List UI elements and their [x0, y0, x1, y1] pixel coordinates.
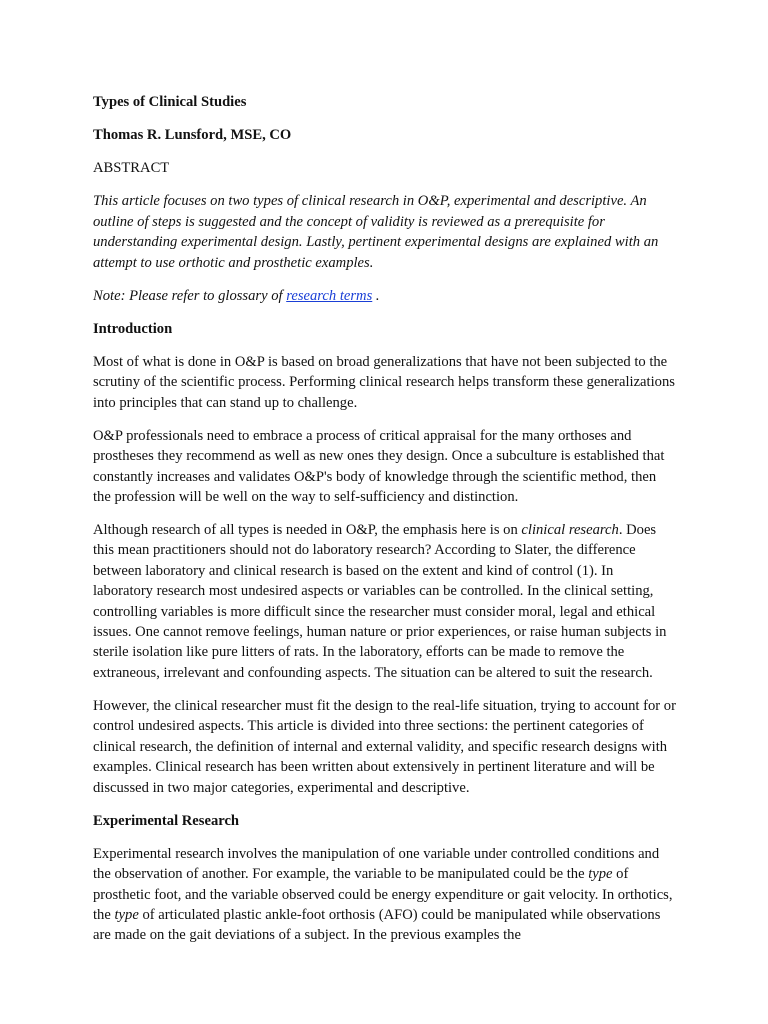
exp-p1-text-b: of prosthetic foot, and the variable observed could be energy expenditure or gait velocity. In orthotics, the: [93, 866, 673, 923]
intro-paragraph-1: Most of what is done in O&P is based on broad generalizations that have not been subjected to the scrutiny of the scientific process. Performing clinical research helps transform these generalizations into principles that can stand up to challenge.: [93, 353, 675, 411]
intro-paragraph-3: [93, 520, 676, 683]
research-terms-link[interactable]: research terms: [286, 287, 373, 304]
author-line: Thomas R. Lunsford, MSE, CO: [93, 127, 292, 144]
experimental-research-heading: Experimental Research: [93, 812, 240, 829]
note-suffix: .: [372, 287, 380, 304]
abstract-text: This article focuses on two types of clinical research in O&P, experimental and descriptive. An outline of steps is suggested and the concept of validity is reviewed as a prerequisite for understanding experimental design. Lastly, pertinent experimental designs are explained with an attempt to use orthotic and prosthetic examples.: [93, 193, 659, 271]
abstract-heading: ABSTRACT: [93, 160, 170, 177]
article-title: Types of Clinical Studies: [93, 94, 247, 110]
introduction-heading: Introduction: [93, 320, 173, 337]
exp-p1-text-a: Experimental research involves the manipulation of one variable under controlled conditions and the observation of another. For example, the variable to be manipulated could be the: [93, 845, 660, 883]
intro-paragraph-4: However, the clinical researcher must fit the design to the real-life situation, trying to account for or control undesired aspects. This article is divided into three sections: the pertinent categories of clinical research, the definition of internal and external validity, and specific research designs with examples. Clinical research has been written about extensively in pertinent literature and will be discussed in two major categories, experimental and descriptive.: [93, 697, 676, 796]
intro-p3-text-a: Although research of all types is needed in O&P, the emphasis here is on: [93, 522, 522, 538]
intro-paragraph-2: O&P professionals need to embrace a process of critical appraisal for the many orthoses and prostheses they recommend as well as new ones they design. Once a subculture is established that constantly increases and validates O&P's body of knowledge through the scientific method, then the profession will be well on the way to self-sufficiency and distinction.: [93, 427, 665, 505]
experimental-paragraph-1: [93, 844, 676, 946]
intro-p3-emphasis: clinical research: [521, 522, 619, 538]
exp-p1-emphasis-1: type: [588, 866, 613, 883]
intro-p3-text-b: . Does this mean practitioners should not do laboratory research? According to Slater, the difference between laboratory and clinical research is based on the extent and kind of control (1). In laboratory research most undesired aspects or variables can be controlled. In the clinical setting, controlling variables is more difficult since the researcher must consider moral, legal and ethical issues. One cannot remove feelings, human nature or prior experiences, or raise human subjects in sterile isolation like pure litters of rats. In the laboratory, efforts can be made to remove the extraneous, irrelevant and confounding aspects. The situation can be altered to suit the research.: [93, 522, 667, 681]
exp-p1-text-c: of articulated plastic ankle-foot orthosis (AFO) could be manipulated while observations are made on the gait deviations of a subject. In the previous examples the: [93, 906, 661, 944]
glossary-note: [93, 286, 676, 306]
exp-p1-emphasis-2: type: [114, 906, 139, 923]
note-prefix: Note: Please refer to glossary of: [93, 287, 287, 304]
